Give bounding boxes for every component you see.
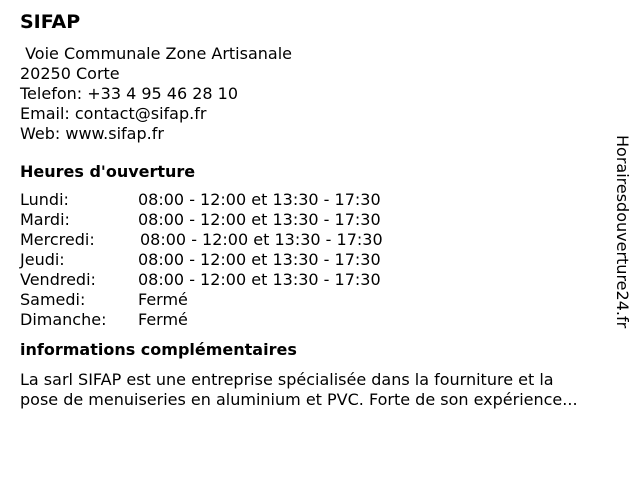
day-label: Mardi: — [20, 210, 70, 229]
time-range: 08:00 - 12:00 et 13:30 - 17:30 — [140, 230, 383, 249]
hours-row-saturday — [20, 290, 620, 310]
description-line: La sarl SIFAP est une entreprise spécialisée dans la fourniture et la — [20, 370, 554, 389]
time-range: 08:00 - 12:00 et 13:30 - 17:30 — [138, 250, 381, 269]
hours-row-monday — [20, 190, 620, 210]
phone-number: Telefon: +33 4 95 46 28 10 — [20, 84, 239, 103]
hours-table — [20, 190, 620, 330]
watermark-text: Horairesdouverture24.fr — [613, 135, 632, 329]
business-card — [20, 10, 620, 410]
hours-row-thursday — [20, 250, 620, 270]
site-watermark — [612, 135, 634, 345]
city: 20250 Corte — [20, 64, 120, 83]
hours-row-wednesday — [20, 230, 620, 250]
email-address: Email: contact@sifap.fr — [20, 104, 207, 123]
hours-row-friday — [20, 270, 620, 290]
time-range: 08:00 - 12:00 et 13:30 - 17:30 — [138, 210, 381, 229]
hours-row-tuesday — [20, 210, 620, 230]
website: Web: www.sifap.fr — [20, 124, 164, 143]
time-range: Fermé — [138, 290, 188, 309]
company-name: SIFAP — [20, 11, 81, 33]
description — [20, 370, 630, 410]
time-range: Fermé — [138, 310, 188, 329]
hours-row-sunday — [20, 310, 620, 330]
day-label: Mercredi: — [20, 230, 95, 249]
street-address: Voie Communale Zone Artisanale — [20, 44, 292, 63]
time-range: 08:00 - 12:00 et 13:30 - 17:30 — [138, 190, 381, 209]
address-block — [20, 44, 620, 144]
hours-title: Heures d'ouverture — [20, 162, 196, 181]
day-label: Dimanche: — [20, 310, 107, 329]
day-label: Vendredi: — [20, 270, 96, 289]
day-label: Samedi: — [20, 290, 86, 309]
description-line: pose de menuiseries en aluminium et PVC. Forte de son expérience... — [20, 390, 578, 409]
time-range: 08:00 - 12:00 et 13:30 - 17:30 — [138, 270, 381, 289]
day-label: Lundi: — [20, 190, 69, 209]
info-title: informations complémentaires — [20, 340, 297, 359]
day-label: Jeudi: — [20, 250, 65, 269]
